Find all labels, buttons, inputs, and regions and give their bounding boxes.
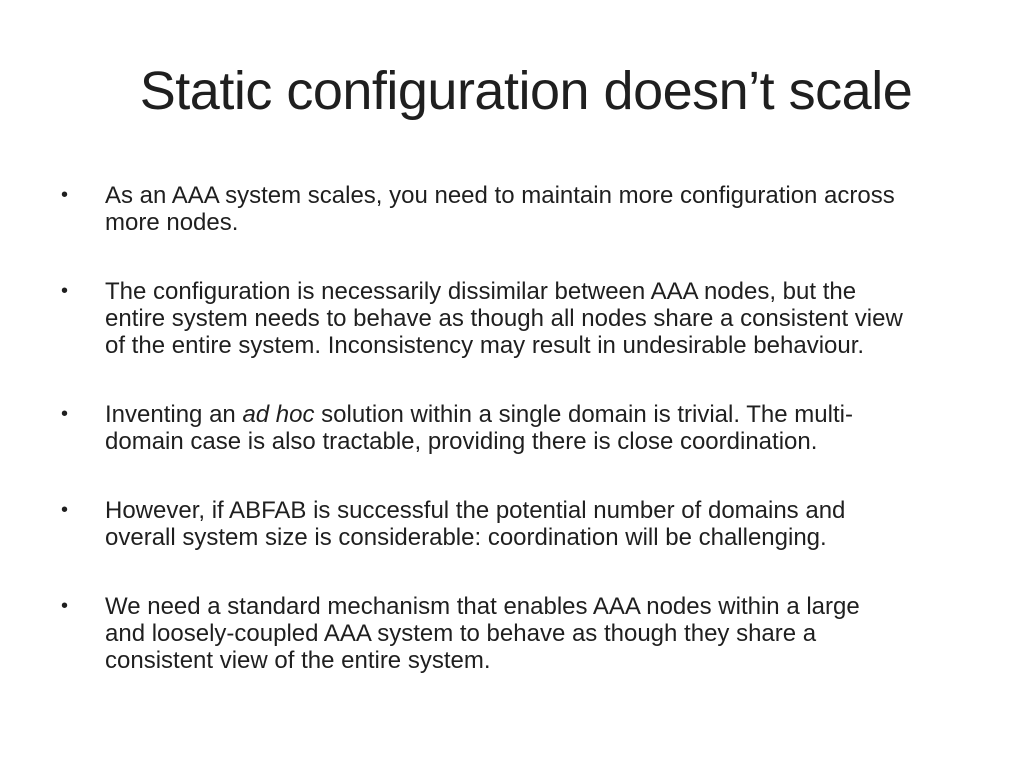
slide-title: Static configuration doesn’t scale [139, 61, 913, 121]
bullet-text [105, 497, 970, 551]
bullet-line: As an AAA system scales, you need to maintain more configuration across [105, 182, 895, 209]
bullet-text [105, 278, 970, 359]
bullet-text [105, 182, 970, 236]
bullet-line: entire system needs to behave as though all nodes share a consistent view [105, 305, 903, 332]
bullet-line: and loosely-coupled AAA system to behave as though they share a [105, 620, 817, 647]
bullet-marker: • [61, 403, 69, 425]
bullet-text [105, 593, 970, 674]
bullet-line: domain case is also tractable, providing there is close coordination. [105, 428, 818, 455]
bullet-line: of the entire system. Inconsistency may result in undesirable behaviour. [105, 332, 865, 359]
bullet-item [58, 593, 970, 674]
bullet-list [58, 182, 970, 716]
bullet-marker: • [61, 184, 69, 206]
bullet-line: overall system size is considerable: coordination will be challenging. [105, 524, 827, 551]
bullet-line: more nodes. [105, 209, 239, 236]
bullet-line: However, if ABFAB is successful the potential number of domains and [105, 497, 846, 524]
bullet-item [58, 497, 970, 551]
bullet-line: Inventing an ad hoc solution within a single domain is trivial. The multi- [105, 401, 853, 428]
bullet-marker: • [61, 499, 69, 521]
bullet-marker: • [61, 595, 69, 617]
bullet-line: consistent view of the entire system. [105, 647, 491, 674]
bullet-item [58, 278, 970, 359]
bullet-item [58, 401, 970, 455]
bullet-text [105, 401, 970, 455]
bullet-line: We need a standard mechanism that enables AAA nodes within a large [105, 593, 860, 620]
bullet-line: The configuration is necessarily dissimilar between AAA nodes, but the [105, 278, 857, 305]
bullet-item [58, 182, 970, 236]
bullet-marker: • [61, 280, 69, 302]
